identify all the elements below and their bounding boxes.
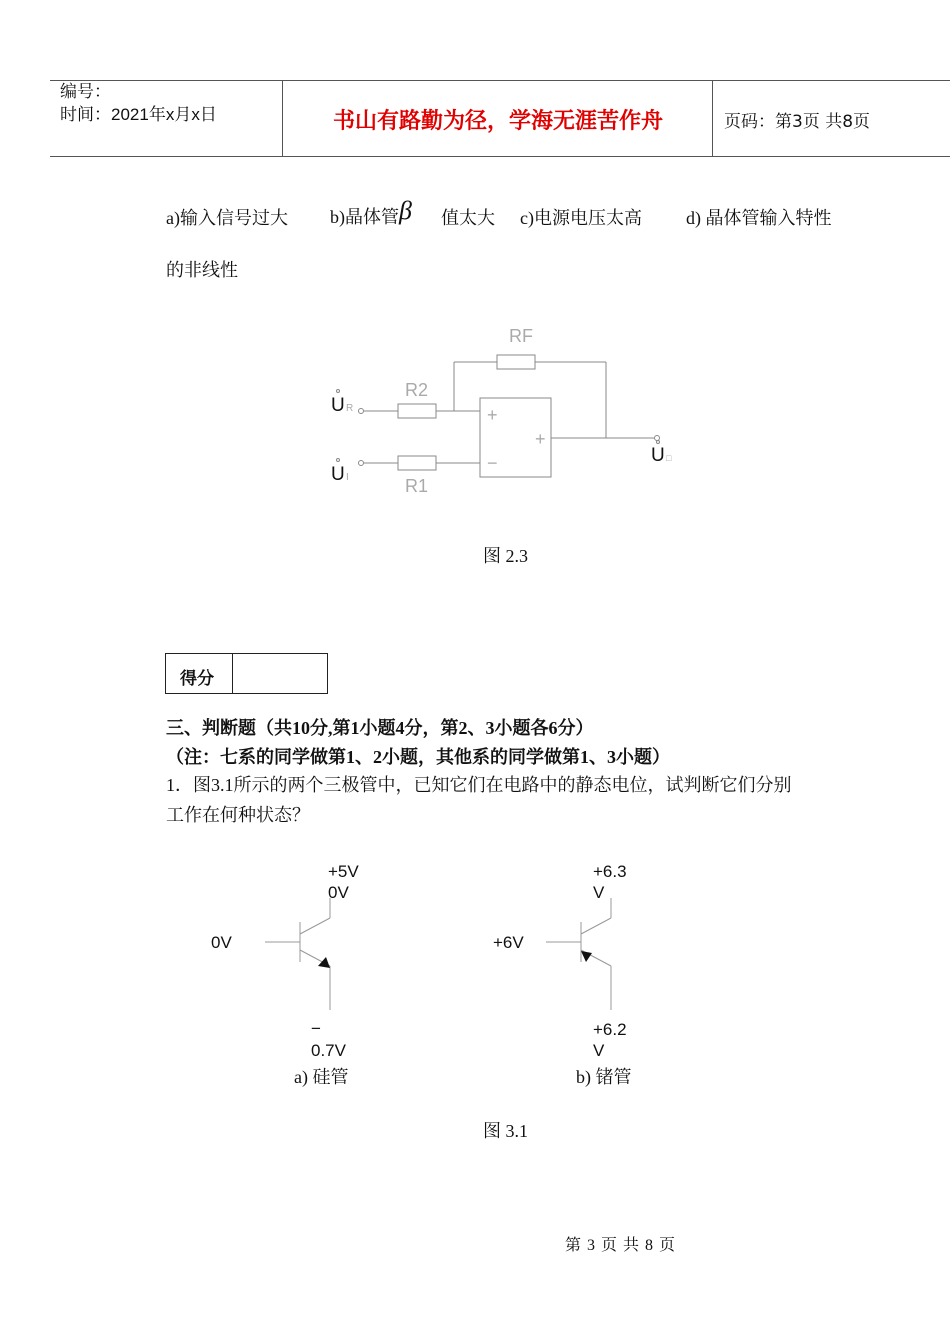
transistor-a-emitter-voltage: −	[311, 1019, 321, 1038]
label-ur-sub: R	[346, 403, 354, 414]
option-d: d) 晶体管输入特性	[686, 208, 832, 228]
op-amp-plus-in: +	[487, 405, 498, 425]
option-b-prefix: b)晶体管	[330, 207, 399, 227]
label-rf: RF	[509, 326, 533, 346]
label-uo-sub: □	[666, 453, 672, 463]
header-motto: 书山有路勤为径，学海无涯苦作舟	[332, 109, 663, 134]
transistor-b-base-voltage: +6V	[493, 933, 524, 952]
transistor-b-emitter-voltage: +6.2	[593, 1020, 627, 1039]
op-amp-plus-out: +	[535, 429, 546, 449]
label-ui: U	[331, 464, 345, 485]
transistor-a-base-voltage: 0V	[211, 933, 232, 952]
op-amp-minus-in: −	[487, 453, 498, 473]
figure-3-1-caption: 图 3.1	[483, 1121, 528, 1141]
transistor-b-caption: b) 锗管	[576, 1067, 632, 1087]
transistor-b-collector-voltage: +6.3	[593, 862, 627, 881]
emitter-arrow-icon	[318, 957, 330, 968]
transistor-a-caption: a) 硅管	[294, 1067, 349, 1087]
score-box	[165, 653, 328, 694]
section-3-title: 三、判断题（共10分,第1小题4分，第2、3小题各6分）	[166, 718, 594, 738]
transistor-a-collector-voltage: +5V	[328, 862, 359, 881]
label-ur: U	[331, 395, 345, 416]
option-c: c)电源电压太高	[520, 208, 642, 228]
header-page-info: 页码：第3页 共8页	[724, 112, 871, 132]
label-uo: U	[651, 445, 665, 466]
emitter-arrow-icon	[581, 951, 592, 962]
transistor-b-emitter-voltage-2: V	[593, 1041, 605, 1058]
resistor-rf	[497, 355, 535, 369]
option-continuation: 的非线性	[166, 260, 238, 280]
header-divider	[712, 80, 713, 156]
option-a: a)输入信号过大	[166, 208, 288, 228]
question-1-line-2: 工作在何种状态？	[166, 805, 310, 825]
header-divider	[282, 80, 283, 156]
number-label: 编号：	[60, 82, 111, 101]
score-field[interactable]	[233, 654, 327, 693]
label-r1: R1	[405, 476, 429, 496]
figure-2-3-caption: 图 2.3	[483, 546, 528, 566]
transistor-a-emitter-voltage-2: 0.7V	[311, 1041, 346, 1058]
option-b	[330, 196, 412, 229]
beta-symbol: β	[399, 196, 412, 225]
question-1-line-1: 1．图3.1所示的两个三极管中，已知它们在电路中的静态电位，试判断它们分别	[166, 775, 792, 795]
label-r2: R2	[405, 380, 429, 400]
header-bottom-rule	[50, 156, 950, 157]
score-label: 得分	[180, 669, 214, 689]
option-b-suffix: 值太大	[441, 208, 495, 228]
transistor-b-collector-voltage-2: V	[593, 883, 605, 902]
header-meta	[60, 80, 217, 126]
resistor-r1	[398, 456, 436, 470]
section-3-note: （注：七系的同学做第1、2小题，其他系的同学做第1、3小题）	[166, 747, 670, 767]
figure-3-1-transistors	[200, 858, 680, 1058]
resistor-r2	[398, 404, 436, 418]
label-ui-sub: I	[346, 472, 349, 483]
figure-2-3-circuit	[320, 318, 700, 498]
time-label: 时间：2021年x月x日	[60, 105, 217, 124]
transistor-a-collector-voltage-2: 0V	[328, 883, 349, 902]
page-footer: 第 3 页 共 8 页	[565, 1237, 677, 1254]
